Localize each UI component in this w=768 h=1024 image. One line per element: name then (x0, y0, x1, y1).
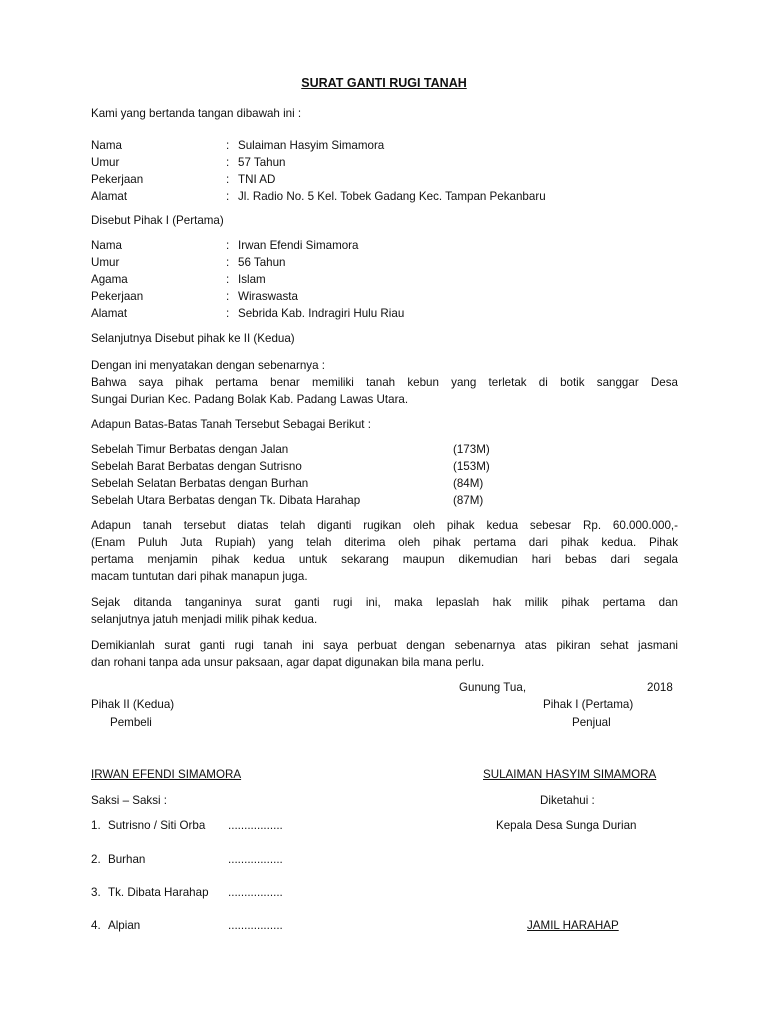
buyer-party-label: Pihak II (Kedua) (91, 698, 175, 711)
witness-number: 2. (91, 853, 101, 866)
paragraph-line: Sungai Durian Kec. Padang Bolak Kab. Padang Lawas Utara. (91, 393, 409, 406)
field-value: Irwan Efendi Simamora (238, 239, 359, 252)
boundaries-heading: Adapun Batas-Batas Tanah Tersebut Sebagai Berikut : (91, 418, 371, 431)
signing-year: 2018 (647, 681, 673, 694)
statement-paragraph (91, 374, 678, 408)
field-label: Pekerjaan (91, 290, 144, 303)
witness-number: 4. (91, 919, 101, 932)
buyer-role: Pembeli (110, 716, 152, 729)
witness-signature-line: ................. (228, 819, 283, 832)
field-label: Nama (91, 239, 122, 252)
witness-name: Burhan (108, 853, 146, 866)
field-value: Sulaiman Hasyim Simamora (238, 139, 385, 152)
paragraph-line: macam tuntutan dari pihak manapun juga. (91, 570, 308, 583)
village-head-title: Kepala Desa Sunga Durian (496, 819, 637, 832)
seller-role: Penjual (572, 716, 611, 729)
intro-text: Kami yang bertanda tangan dibawah ini : (91, 107, 302, 120)
boundary-row (0, 441, 768, 458)
field-label: Pekerjaan (91, 173, 144, 186)
party2-field-address (0, 305, 768, 322)
field-value: Islam (238, 273, 266, 286)
boundary-row (0, 475, 768, 492)
field-value: 57 Tahun (238, 156, 286, 169)
boundary-length: (173M) (453, 443, 490, 456)
paragraph-line: Adapun tanah tersebut diatas telah diganti rugikan oleh pihak kedua sebesar Rp. 60.000.000,- (91, 519, 678, 532)
field-colon: : (226, 290, 230, 303)
field-value: TNI AD (238, 173, 276, 186)
field-value: Wiraswasta (238, 290, 298, 303)
field-label: Umur (91, 156, 120, 169)
boundary-length: (153M) (453, 460, 490, 473)
witness-signature-line: ................. (228, 886, 283, 899)
paragraph-line: Bahwa saya pihak pertama benar memiliki tanah kebun yang terletak di botik sanggar Desa (91, 376, 678, 389)
field-label: Alamat (91, 190, 128, 203)
witnesses-heading: Saksi – Saksi : (91, 794, 168, 807)
paragraph-line: selanjutnya jatuh menjadi milik pihak kedua. (91, 613, 318, 626)
seller-party-label: Pihak I (Pertama) (543, 698, 634, 711)
boundary-label: Sebelah Selatan Berbatas dengan Burhan (91, 477, 309, 490)
paragraph-line: (Enam Puluh Juta Rupiah) yang telah diterima oleh pihak pertama dari pihak kedua. Pihak (91, 536, 678, 549)
party2-details (0, 237, 768, 322)
party2-caption: Selanjutnya Disebut pihak ke II (Kedua) (91, 332, 295, 345)
party1-caption: Disebut Pihak I (Pertama) (91, 214, 224, 227)
seller-name: SULAIMAN HASYIM SIMAMORA (483, 768, 657, 781)
field-colon: : (226, 139, 230, 152)
field-colon: : (226, 307, 230, 320)
witness-number: 1. (91, 819, 101, 832)
field-colon: : (226, 190, 230, 203)
party2-field-age (0, 254, 768, 271)
party2-field-occupation (0, 288, 768, 305)
paragraph-line: dan rohani tanpa ada unsur paksaan, agar dapat digunakan bila mana perlu. (91, 656, 485, 669)
field-label: Alamat (91, 307, 128, 320)
acknowledged-heading: Diketahui : (540, 794, 595, 807)
witness-number: 3. (91, 886, 101, 899)
transfer-paragraph (91, 594, 678, 628)
paragraph-line: Demikianlah surat ganti rugi tanah ini saya perbuat dengan sebenarnya atas pikiran sehat jasmani (91, 639, 678, 652)
compensation-paragraph (91, 517, 678, 585)
field-value: Sebrida Kab. Indragiri Hulu Riau (238, 307, 405, 320)
party1-field-address (0, 188, 768, 205)
party1-field-age (0, 154, 768, 171)
field-value: 56 Tahun (238, 256, 286, 269)
party1-field-occupation (0, 171, 768, 188)
boundary-label: Sebelah Barat Berbatas dengan Sutrisno (91, 460, 302, 473)
witness-signature-line: ................. (228, 919, 283, 932)
party2-field-religion (0, 271, 768, 288)
paragraph-line: Sejak ditanda tanganinya surat ganti rugi ini, maka lepaslah hak milik pihak pertama dan (91, 596, 678, 609)
statement-heading: Dengan ini menyatakan dengan sebenarnya : (91, 359, 325, 372)
field-colon: : (226, 273, 230, 286)
buyer-name: IRWAN EFENDI SIMAMORA (91, 768, 242, 781)
boundary-row (0, 458, 768, 475)
boundaries-list (0, 441, 768, 509)
paragraph-line: pertama menjamin pihak kedua untuk sekarang maupun dikemudian hari bebas dari segala (91, 553, 678, 566)
witness-name: Tk. Dibata Harahap (108, 886, 209, 899)
boundary-label: Sebelah Utara Berbatas dengan Tk. Dibata Harahap (91, 494, 361, 507)
field-value: Jl. Radio No. 5 Kel. Tobek Gadang Kec. Tampan Pekanbaru (238, 190, 546, 203)
field-label: Umur (91, 256, 120, 269)
field-colon: : (226, 256, 230, 269)
village-head-name: JAMIL HARAHAP (527, 919, 619, 932)
field-label: Nama (91, 139, 122, 152)
witness-name: Alpian (108, 919, 141, 932)
witness-name: Sutrisno / Siti Orba (108, 819, 206, 832)
field-colon: : (226, 239, 230, 252)
party1-field-name (0, 137, 768, 154)
signing-place: Gunung Tua, (459, 681, 527, 694)
field-colon: : (226, 156, 230, 169)
field-label: Agama (91, 273, 128, 286)
boundary-label: Sebelah Timur Berbatas dengan Jalan (91, 443, 289, 456)
party1-details (0, 137, 768, 205)
boundary-row (0, 492, 768, 509)
boundary-length: (84M) (453, 477, 484, 490)
document-title: SURAT GANTI RUGI TANAH (301, 76, 467, 90)
witness-signature-line: ................. (228, 853, 283, 866)
field-colon: : (226, 173, 230, 186)
closing-paragraph (91, 637, 678, 671)
party2-field-name (0, 237, 768, 254)
boundary-length: (87M) (453, 494, 484, 507)
